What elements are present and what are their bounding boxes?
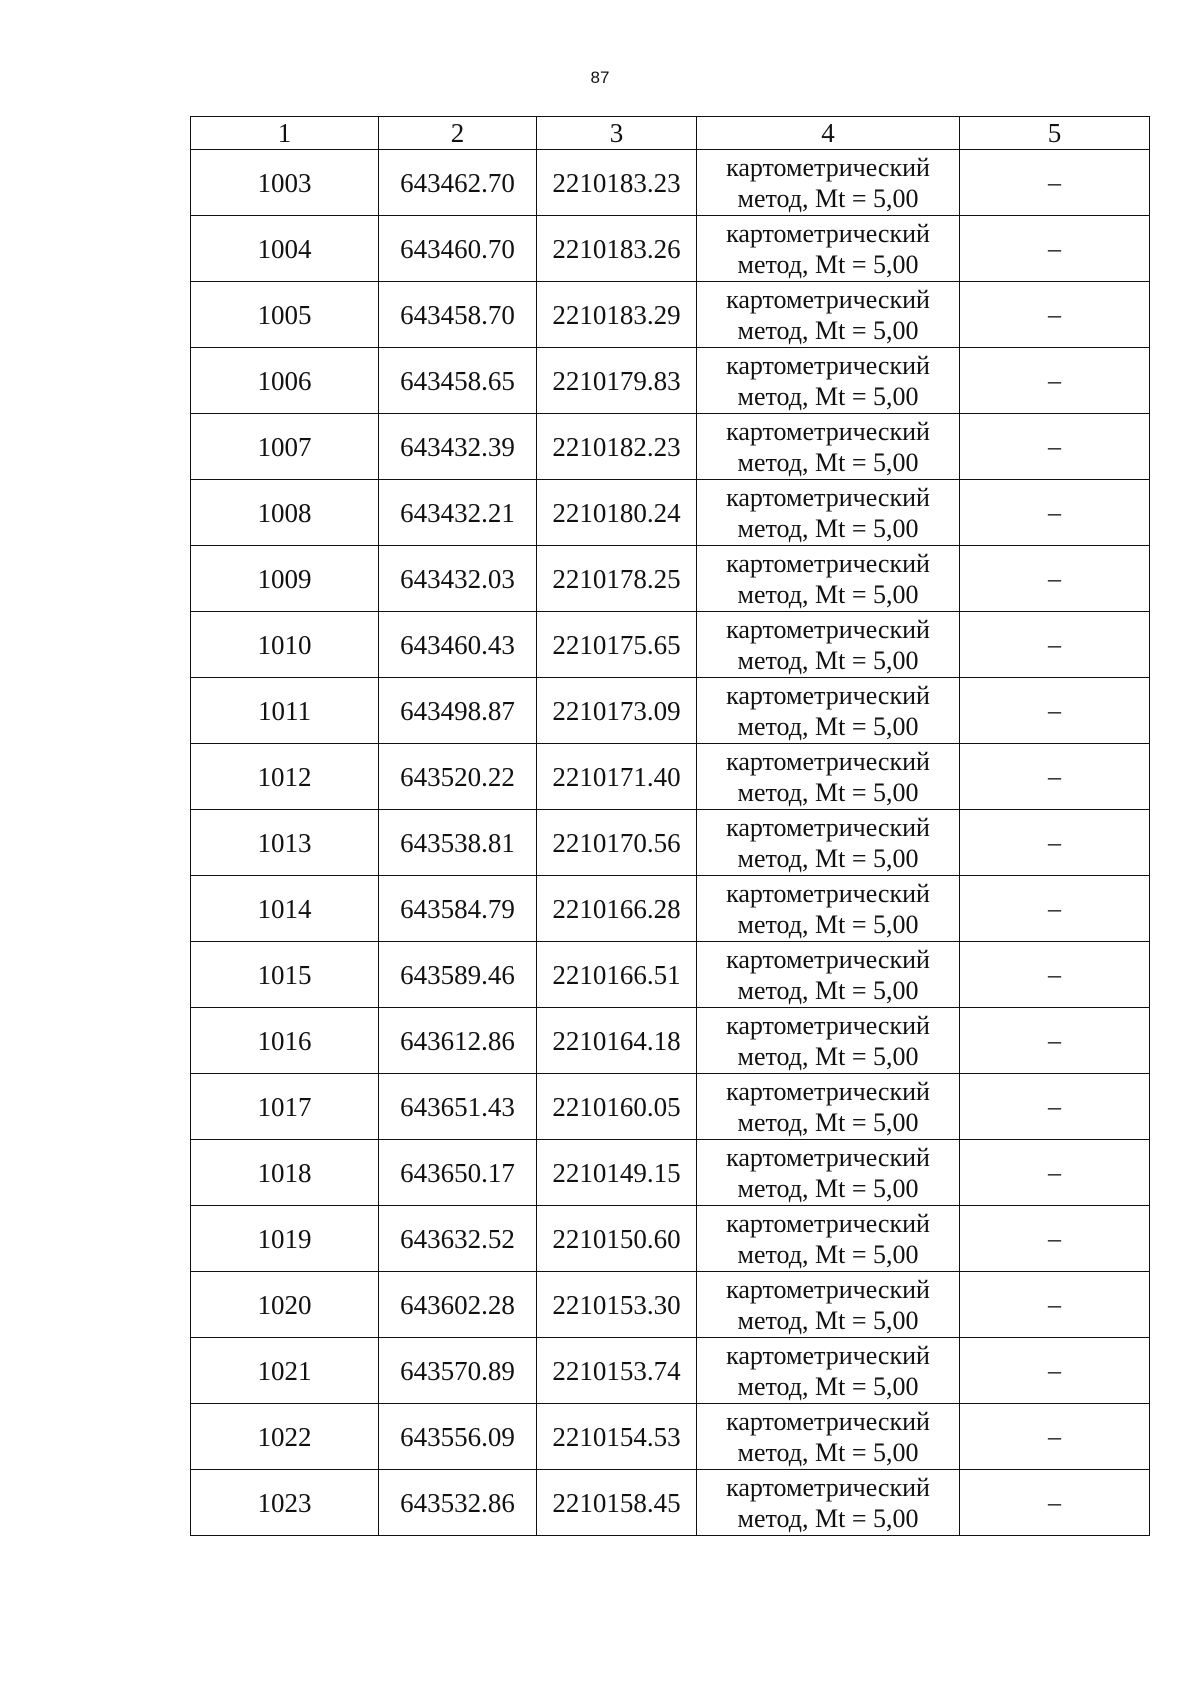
table-row bbox=[191, 348, 1150, 414]
method-cell bbox=[697, 1008, 960, 1074]
column-header: 1 bbox=[191, 117, 379, 150]
method-line-2: метод, Mt = 5,00 bbox=[737, 645, 919, 675]
point-number-cell: 1004 bbox=[191, 216, 379, 282]
note-cell: – bbox=[960, 1338, 1150, 1404]
table-row bbox=[191, 678, 1150, 744]
point-number-cell: 1017 bbox=[191, 1074, 379, 1140]
point-number-cell: 1010 bbox=[191, 612, 379, 678]
note-cell: – bbox=[960, 744, 1150, 810]
y-coordinate-cell: 2210160.05 bbox=[537, 1074, 697, 1140]
y-coordinate-cell: 2210171.40 bbox=[537, 744, 697, 810]
x-coordinate-cell: 643612.86 bbox=[379, 1008, 537, 1074]
page-number: 87 bbox=[590, 68, 610, 87]
method-line-1: картометрический bbox=[726, 1142, 930, 1172]
point-number-cell: 1022 bbox=[191, 1404, 379, 1470]
method-line-2: метод, Mt = 5,00 bbox=[737, 711, 919, 741]
coordinates-table bbox=[190, 116, 1150, 1536]
x-coordinate-cell: 643498.87 bbox=[379, 678, 537, 744]
note-cell: – bbox=[960, 942, 1150, 1008]
method-cell bbox=[697, 546, 960, 612]
y-coordinate-cell: 2210166.28 bbox=[537, 876, 697, 942]
method-line-1: картометрический bbox=[726, 284, 930, 314]
y-coordinate-cell: 2210170.56 bbox=[537, 810, 697, 876]
method-line-1: картометрический bbox=[726, 878, 930, 908]
note-cell: – bbox=[960, 1074, 1150, 1140]
method-line-1: картометрический bbox=[726, 218, 930, 248]
table-row bbox=[191, 810, 1150, 876]
y-coordinate-cell: 2210153.74 bbox=[537, 1338, 697, 1404]
table-row bbox=[191, 282, 1150, 348]
method-cell bbox=[697, 1140, 960, 1206]
x-coordinate-cell: 643458.70 bbox=[379, 282, 537, 348]
note-cell: – bbox=[960, 414, 1150, 480]
method-cell bbox=[697, 942, 960, 1008]
note-cell: – bbox=[960, 480, 1150, 546]
x-coordinate-cell: 643460.43 bbox=[379, 612, 537, 678]
method-line-2: метод, Mt = 5,00 bbox=[737, 183, 919, 213]
method-line-1: картометрический bbox=[726, 548, 930, 578]
method-line-2: метод, Mt = 5,00 bbox=[737, 777, 919, 807]
x-coordinate-cell: 643432.39 bbox=[379, 414, 537, 480]
column-header: 3 bbox=[537, 117, 697, 150]
table-row bbox=[191, 942, 1150, 1008]
note-cell: – bbox=[960, 1008, 1150, 1074]
point-number-cell: 1019 bbox=[191, 1206, 379, 1272]
method-line-2: метод, Mt = 5,00 bbox=[737, 1371, 919, 1401]
y-coordinate-cell: 2210149.15 bbox=[537, 1140, 697, 1206]
method-line-2: метод, Mt = 5,00 bbox=[737, 1503, 919, 1533]
method-cell bbox=[697, 876, 960, 942]
table-row bbox=[191, 1470, 1150, 1536]
method-line-2: метод, Mt = 5,00 bbox=[737, 1107, 919, 1137]
point-number-cell: 1009 bbox=[191, 546, 379, 612]
y-coordinate-cell: 2210158.45 bbox=[537, 1470, 697, 1536]
y-coordinate-cell: 2210183.26 bbox=[537, 216, 697, 282]
note-cell: – bbox=[960, 1470, 1150, 1536]
table-row bbox=[191, 414, 1150, 480]
method-line-2: метод, Mt = 5,00 bbox=[737, 381, 919, 411]
y-coordinate-cell: 2210166.51 bbox=[537, 942, 697, 1008]
method-cell bbox=[697, 612, 960, 678]
y-coordinate-cell: 2210175.65 bbox=[537, 612, 697, 678]
point-number-cell: 1018 bbox=[191, 1140, 379, 1206]
point-number-cell: 1005 bbox=[191, 282, 379, 348]
method-line-1: картометрический bbox=[726, 1208, 930, 1238]
method-line-1: картометрический bbox=[726, 1340, 930, 1370]
method-cell bbox=[697, 1206, 960, 1272]
table-row bbox=[191, 480, 1150, 546]
method-line-2: метод, Mt = 5,00 bbox=[737, 315, 919, 345]
method-cell bbox=[697, 1470, 960, 1536]
column-header: 5 bbox=[960, 117, 1150, 150]
x-coordinate-cell: 643432.21 bbox=[379, 480, 537, 546]
method-cell bbox=[697, 744, 960, 810]
note-cell: – bbox=[960, 810, 1150, 876]
method-line-2: метод, Mt = 5,00 bbox=[737, 579, 919, 609]
x-coordinate-cell: 643556.09 bbox=[379, 1404, 537, 1470]
point-number-cell: 1012 bbox=[191, 744, 379, 810]
x-coordinate-cell: 643651.43 bbox=[379, 1074, 537, 1140]
point-number-cell: 1007 bbox=[191, 414, 379, 480]
y-coordinate-cell: 2210183.23 bbox=[537, 150, 697, 216]
point-number-cell: 1023 bbox=[191, 1470, 379, 1536]
note-cell: – bbox=[960, 282, 1150, 348]
point-number-cell: 1014 bbox=[191, 876, 379, 942]
point-number-cell: 1006 bbox=[191, 348, 379, 414]
note-cell: – bbox=[960, 348, 1150, 414]
x-coordinate-cell: 643632.52 bbox=[379, 1206, 537, 1272]
method-line-1: картометрический bbox=[726, 416, 930, 446]
table-row bbox=[191, 150, 1150, 216]
column-header: 2 bbox=[379, 117, 537, 150]
point-number-cell: 1015 bbox=[191, 942, 379, 1008]
point-number-cell: 1003 bbox=[191, 150, 379, 216]
table-row bbox=[191, 744, 1150, 810]
x-coordinate-cell: 643538.81 bbox=[379, 810, 537, 876]
method-line-2: метод, Mt = 5,00 bbox=[737, 1239, 919, 1269]
point-number-cell: 1016 bbox=[191, 1008, 379, 1074]
method-line-1: картометрический bbox=[726, 614, 930, 644]
method-line-2: метод, Mt = 5,00 bbox=[737, 447, 919, 477]
table-row bbox=[191, 612, 1150, 678]
method-line-1: картометрический bbox=[726, 1076, 930, 1106]
method-line-2: метод, Mt = 5,00 bbox=[737, 249, 919, 279]
method-cell bbox=[697, 150, 960, 216]
x-coordinate-cell: 643458.65 bbox=[379, 348, 537, 414]
point-number-cell: 1013 bbox=[191, 810, 379, 876]
method-line-1: картометрический bbox=[726, 152, 930, 182]
y-coordinate-cell: 2210178.25 bbox=[537, 546, 697, 612]
x-coordinate-cell: 643602.28 bbox=[379, 1272, 537, 1338]
method-cell bbox=[697, 678, 960, 744]
y-coordinate-cell: 2210183.29 bbox=[537, 282, 697, 348]
y-coordinate-cell: 2210150.60 bbox=[537, 1206, 697, 1272]
x-coordinate-cell: 643532.86 bbox=[379, 1470, 537, 1536]
method-line-1: картометрический bbox=[726, 350, 930, 380]
table-row bbox=[191, 1338, 1150, 1404]
method-line-2: метод, Mt = 5,00 bbox=[737, 975, 919, 1005]
x-coordinate-cell: 643460.70 bbox=[379, 216, 537, 282]
note-cell: – bbox=[960, 546, 1150, 612]
table-row bbox=[191, 1074, 1150, 1140]
note-cell: – bbox=[960, 150, 1150, 216]
note-cell: – bbox=[960, 1140, 1150, 1206]
method-line-1: картометрический bbox=[726, 1274, 930, 1304]
column-header: 4 bbox=[697, 117, 960, 150]
method-cell bbox=[697, 810, 960, 876]
note-cell: – bbox=[960, 876, 1150, 942]
y-coordinate-cell: 2210164.18 bbox=[537, 1008, 697, 1074]
method-cell bbox=[697, 1404, 960, 1470]
x-coordinate-cell: 643589.46 bbox=[379, 942, 537, 1008]
method-line-1: картометрический bbox=[726, 1010, 930, 1040]
x-coordinate-cell: 643650.17 bbox=[379, 1140, 537, 1206]
table-body bbox=[191, 150, 1150, 1536]
method-line-1: картометрический bbox=[726, 812, 930, 842]
header-row bbox=[191, 117, 1150, 150]
x-coordinate-cell: 643462.70 bbox=[379, 150, 537, 216]
y-coordinate-cell: 2210179.83 bbox=[537, 348, 697, 414]
x-coordinate-cell: 643570.89 bbox=[379, 1338, 537, 1404]
method-line-1: картометрический bbox=[726, 680, 930, 710]
method-cell bbox=[697, 1272, 960, 1338]
table-row bbox=[191, 1272, 1150, 1338]
method-cell bbox=[697, 1338, 960, 1404]
method-cell bbox=[697, 1074, 960, 1140]
table-row bbox=[191, 1008, 1150, 1074]
method-line-2: метод, Mt = 5,00 bbox=[737, 1305, 919, 1335]
y-coordinate-cell: 2210154.53 bbox=[537, 1404, 697, 1470]
method-line-1: картометрический bbox=[726, 746, 930, 776]
note-cell: – bbox=[960, 1206, 1150, 1272]
method-line-2: метод, Mt = 5,00 bbox=[737, 1041, 919, 1071]
note-cell: – bbox=[960, 612, 1150, 678]
method-cell bbox=[697, 348, 960, 414]
x-coordinate-cell: 643584.79 bbox=[379, 876, 537, 942]
method-line-2: метод, Mt = 5,00 bbox=[737, 513, 919, 543]
point-number-cell: 1021 bbox=[191, 1338, 379, 1404]
method-cell bbox=[697, 414, 960, 480]
note-cell: – bbox=[960, 1272, 1150, 1338]
table-row bbox=[191, 876, 1150, 942]
point-number-cell: 1011 bbox=[191, 678, 379, 744]
x-coordinate-cell: 643520.22 bbox=[379, 744, 537, 810]
table-row bbox=[191, 1404, 1150, 1470]
x-coordinate-cell: 643432.03 bbox=[379, 546, 537, 612]
method-line-1: картометрический bbox=[726, 482, 930, 512]
method-line-1: картометрический bbox=[726, 1472, 930, 1502]
method-line-2: метод, Mt = 5,00 bbox=[737, 843, 919, 873]
note-cell: – bbox=[960, 1404, 1150, 1470]
method-cell bbox=[697, 216, 960, 282]
method-line-2: метод, Mt = 5,00 bbox=[737, 909, 919, 939]
y-coordinate-cell: 2210180.24 bbox=[537, 480, 697, 546]
note-cell: – bbox=[960, 216, 1150, 282]
method-cell bbox=[697, 282, 960, 348]
point-number-cell: 1008 bbox=[191, 480, 379, 546]
table-row bbox=[191, 1140, 1150, 1206]
table-row bbox=[191, 216, 1150, 282]
point-number-cell: 1020 bbox=[191, 1272, 379, 1338]
note-cell: – bbox=[960, 678, 1150, 744]
method-line-2: метод, Mt = 5,00 bbox=[737, 1437, 919, 1467]
method-cell bbox=[697, 480, 960, 546]
y-coordinate-cell: 2210173.09 bbox=[537, 678, 697, 744]
table-row bbox=[191, 1206, 1150, 1272]
method-line-2: метод, Mt = 5,00 bbox=[737, 1173, 919, 1203]
method-line-1: картометрический bbox=[726, 1406, 930, 1436]
method-line-1: картометрический bbox=[726, 944, 930, 974]
table-row bbox=[191, 546, 1150, 612]
y-coordinate-cell: 2210153.30 bbox=[537, 1272, 697, 1338]
y-coordinate-cell: 2210182.23 bbox=[537, 414, 697, 480]
